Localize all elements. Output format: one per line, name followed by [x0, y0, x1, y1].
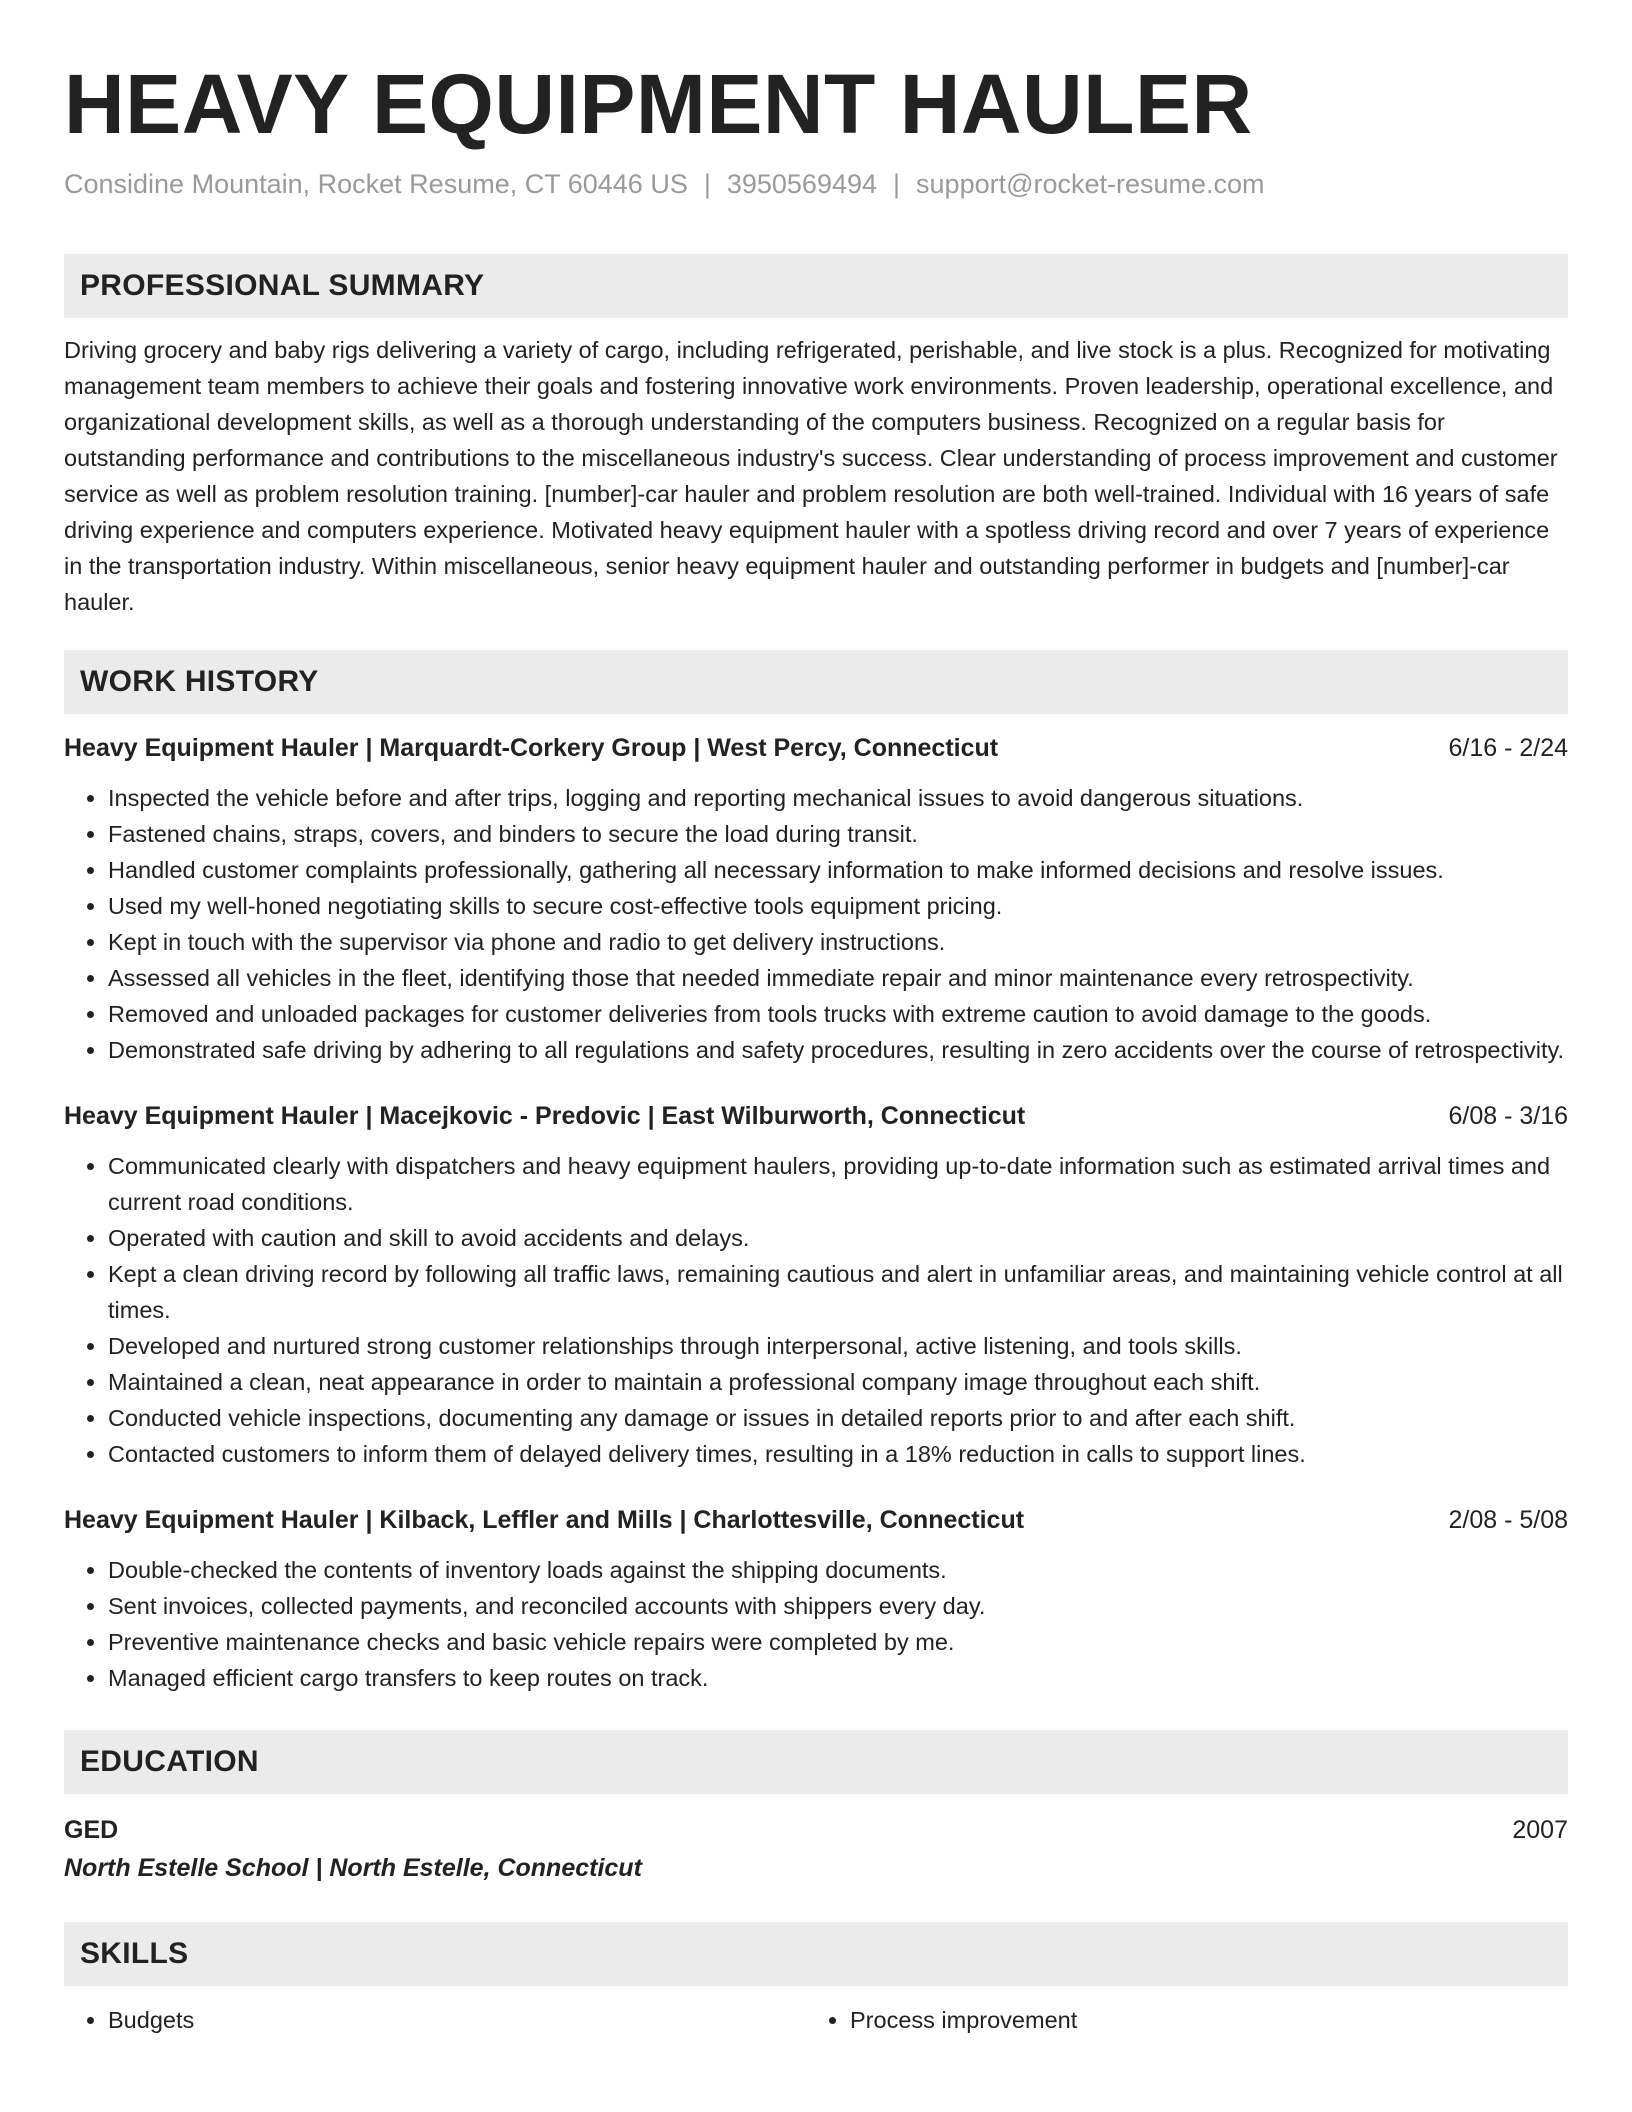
education-entry	[64, 1812, 1568, 1848]
education-degree: GED	[64, 1816, 119, 1844]
job-entry	[64, 1098, 1568, 1472]
job-bullet: • Kept a clean driving record by following all traffic laws, remaining cautious and alert in unfamiliar areas, and maintaining vehicle control at all times.	[108, 1256, 1568, 1328]
job-header	[64, 730, 1568, 766]
contact-separator: |	[893, 169, 901, 199]
job-dates: 6/16 - 2/24	[1448, 734, 1568, 762]
job-header	[64, 1502, 1568, 1538]
job-bullet: • Operated with caution and skill to avoid accidents and delays.	[108, 1220, 1568, 1256]
job-entry	[64, 730, 1568, 1068]
job-bullet-list	[64, 1552, 1568, 1696]
education-year: 2007	[1512, 1816, 1568, 1844]
job-bullet-list	[64, 780, 1568, 1068]
skill-item: • Budgets	[108, 2002, 806, 2038]
job-bullet: • Double-checked the contents of inventory loads against the shipping documents.	[108, 1552, 1568, 1588]
skills-list-left	[64, 2002, 806, 2038]
skills-list-right	[806, 2002, 1548, 2038]
job-title: Heavy Equipment Hauler | Marquardt-Corkery Group | West Percy, Connecticut	[64, 734, 999, 762]
job-dates: 6/08 - 3/16	[1448, 1102, 1568, 1130]
skill-item: • Process improvement	[850, 2002, 1548, 2038]
job-bullet: • Handled customer complaints professionally, gathering all necessary information to make informed decisions and resolve issues.	[108, 852, 1568, 888]
job-bullet: • Used my well-honed negotiating skills to secure cost-effective tools equipment pricing.	[108, 888, 1568, 924]
job-bullet: • Contacted customers to inform them of delayed delivery times, resulting in a 18% reduction in calls to support lines.	[108, 1436, 1568, 1472]
job-bullet: • Conducted vehicle inspections, documenting any damage or issues in detailed reports prior to and after each shift.	[108, 1400, 1568, 1436]
job-bullet: • Removed and unloaded packages for customer deliveries from tools trucks with extreme caution to avoid damage to the goods.	[108, 996, 1568, 1032]
job-title: Heavy Equipment Hauler | Kilback, Leffler and Mills | Charlottesville, Connecticut	[64, 1506, 1025, 1534]
resume-name: HEAVY EQUIPMENT HAULER	[64, 57, 1253, 151]
job-bullet: • Fastened chains, straps, covers, and binders to secure the load during transit.	[108, 816, 1568, 852]
education-school: North Estelle School | North Estelle, Connecticut	[64, 1854, 642, 1882]
contact-separator: |	[703, 169, 711, 199]
job-bullet: • Kept in touch with the supervisor via phone and radio to get delivery instructions.	[108, 924, 1568, 960]
job-header	[64, 1098, 1568, 1134]
summary-text: Driving grocery and baby rigs delivering a variety of cargo, including refrigerated, perishable, and live stock is a plus. Recognized for motivating management team members to achieve their goals and fostering innovative work environments. Proven leadership, operational excellence, and organizational development skills, as well as a thorough understanding of the computers business. Recognized on a regular basis for outstanding performance and contributions to the miscellaneous industry's success. Clear understanding of process improvement and customer service as well as problem resolution training. [number]-car hauler and problem resolution are both well-trained. Individual with 16 years of safe driving experience and computers experience. Motivated heavy equipment hauler with a spotless driving record and over 7 years of experience in the transportation industry. Within miscellaneous, senior heavy equipment hauler and outstanding performer in budgets and [number]-car hauler.	[64, 337, 1558, 615]
contact-line	[64, 166, 1568, 202]
job-bullet: • Preventive maintenance checks and basic vehicle repairs were completed by me.	[108, 1624, 1568, 1660]
job-bullet-list	[64, 1148, 1568, 1472]
job-bullet: • Developed and nurtured strong customer relationships through interpersonal, active listening, and tools skills.	[108, 1328, 1568, 1364]
job-bullet: • Maintained a clean, neat appearance in order to maintain a professional company image throughout each shift.	[108, 1364, 1568, 1400]
job-title: Heavy Equipment Hauler | Macejkovic - Predovic | East Wilburworth, Connecticut	[64, 1102, 1026, 1130]
section-header-summary: PROFESSIONAL SUMMARY	[64, 254, 1568, 318]
contact-email: support@rocket-resume.com	[916, 169, 1265, 199]
skills-grid	[64, 2002, 1568, 2038]
job-bullet: • Managed efficient cargo transfers to keep routes on track.	[108, 1660, 1568, 1696]
job-bullet: • Communicated clearly with dispatchers and heavy equipment haulers, providing up-to-date information such as estimated arrival times and current road conditions.	[108, 1148, 1568, 1220]
contact-phone: 3950569494	[726, 169, 878, 199]
job-bullet: • Assessed all vehicles in the fleet, identifying those that needed immediate repair and minor maintenance every retrospectivity.	[108, 960, 1568, 996]
resume-page	[64, 56, 1568, 2038]
job-bullet: • Sent invoices, collected payments, and reconciled accounts with shippers every day.	[108, 1588, 1568, 1624]
job-bullet: • Inspected the vehicle before and after trips, logging and reporting mechanical issues to avoid dangerous situations.	[108, 780, 1568, 816]
job-bullet: • Demonstrated safe driving by adhering to all regulations and safety procedures, resulting in zero accidents over the course of retrospectivity.	[108, 1032, 1568, 1068]
section-header-education: EDUCATION	[64, 1730, 1568, 1794]
job-dates: 2/08 - 5/08	[1448, 1506, 1568, 1534]
section-header-skills: SKILLS	[64, 1922, 1568, 1986]
job-entry	[64, 1502, 1568, 1696]
section-header-work-history: WORK HISTORY	[64, 650, 1568, 714]
contact-address: Considine Mountain, Rocket Resume, CT 60446 US	[64, 169, 688, 199]
